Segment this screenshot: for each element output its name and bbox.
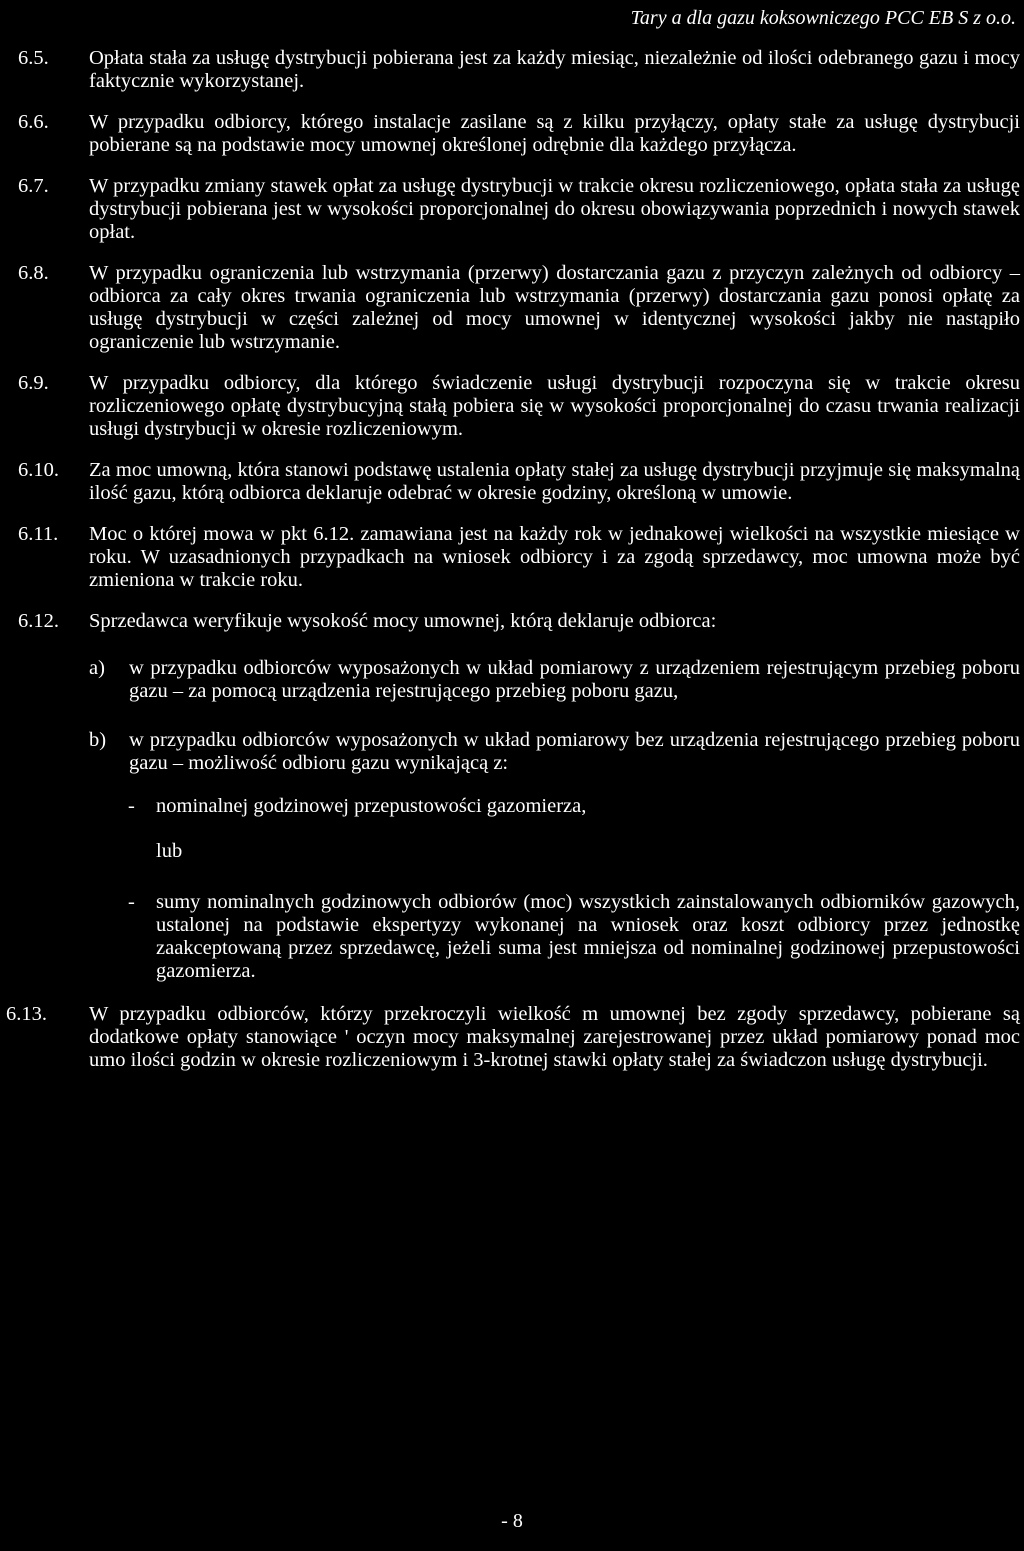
subitem-text: w przypadku odbiorców wyposażonych w układ pomiarowy z urządzeniem rejestrującym przebieg poboru gazu – za pomocą urządzenia rejestrującego przebieg poboru gazu, xyxy=(129,657,1020,702)
dash-item-text: nominalnej godzinowej przepustowości gazomierza, xyxy=(156,795,587,817)
paragraph-6-13 xyxy=(6,1003,1020,1072)
paragraph-number: 6.5. xyxy=(18,47,49,69)
dash-item-sum-of-loads xyxy=(18,891,1020,983)
paragraph-number: 6.9. xyxy=(18,372,49,394)
subitem-b xyxy=(18,729,1020,775)
paragraph-text: W przypadku odbiorcy, dla którego świadczenie usługi dystrybucji rozpoczyna się w trakcie okresu rozliczeniowego opłatę dystrybucyjną stałą pobiera się w wysokości proporcjonalnej do czasu trwania realizacji usługi dystrybucji w okresie rozliczeniowym. xyxy=(89,372,1020,440)
paragraph-text: W przypadku ograniczenia lub wstrzymania (przerwy) dostarczania gazu z przyczyn zależnych od odbiorcy – odbiorca za cały okres trwania ograniczenia lub wstrzymania (przerwy) dostarczania gazu ponosi opłatę za usługę dystrybucji w części zależnej od mocy umownej w identycznej wysokości jakby nie nastąpiło ograniczenie lub wstrzymanie. xyxy=(89,262,1020,353)
paragraph-6-5 xyxy=(18,47,1020,93)
paragraph-number: 6.10. xyxy=(18,459,59,481)
paragraph-number: 6.6. xyxy=(18,111,49,133)
dash-bullet: - xyxy=(128,891,135,913)
paragraph-text: Moc o której mowa w pkt 6.12. zamawiana jest na każdy rok w jednakowej wielkości na wszystkie miesiące w roku. W uzasadnionych przypadkach na wniosek odbiorcy i za zgodą sprzedawcy, moc umowna może być zmieniona w trakcie roku. xyxy=(89,523,1020,591)
paragraph-text: W przypadku zmiany stawek opłat za usługę dystrybucji w trakcie okresu rozliczeniowego, opłata stała za usługę dystrybucji pobierana jest w wysokości proporcjonalnej do okresu obowiązywania poprzednich i nowych stawek opłat. xyxy=(89,175,1020,243)
dash-item-nominal-capacity xyxy=(18,795,1020,818)
paragraph-6-10 xyxy=(18,459,1020,505)
paragraph-number: 6.8. xyxy=(18,262,49,284)
paragraph-number: 6.11. xyxy=(18,523,59,545)
subitem-text: w przypadku odbiorców wyposażonych w układ pomiarowy bez urządzenia rejestrującego przebieg poboru gazu – możliwość odbioru gazu wynikającą z: xyxy=(129,729,1020,774)
paragraph-text: Sprzedawca weryfikuje wysokość mocy umownej, którą deklaruje odbiorca: xyxy=(89,610,717,632)
paragraph-6-6 xyxy=(18,111,1020,157)
document-body xyxy=(6,47,1020,1090)
paragraph-text: W przypadku odbiorców, którzy przekroczyli wielkość m umownej bez zgody sprzedawcy, pobierane są dodatkowe opłaty stanowiące ' oczyn mocy maksymalnej zarejestrowanej przez układ pomiarowy ponad moc umo ilości godzin w okresie rozliczeniowym i 3-krotnej stawki opłaty stałej za świadczon usługę dystrybucji. xyxy=(89,1003,1020,1071)
paragraph-6-7 xyxy=(18,175,1020,244)
paragraph-number: 6.12. xyxy=(18,610,59,632)
or-text: lub xyxy=(156,840,183,862)
subitem-a xyxy=(18,657,1020,703)
page-number: - 8 xyxy=(501,1510,523,1532)
paragraph-text: Za moc umowną, która stanowi podstawę ustalenia opłaty stałej za usługę dystrybucji przyjmuje się maksymalną ilość gazu, którą odbiorca deklaruje odebrać w okresie godziny, określoną w umowie. xyxy=(89,459,1020,504)
paragraph-6-9 xyxy=(18,372,1020,441)
paragraph-6-11 xyxy=(18,523,1020,592)
subitem-letter: a) xyxy=(89,657,105,679)
subitem-letter: b) xyxy=(89,729,107,751)
dash-item-text: sumy nominalnych godzinowych odbiorów (moc) wszystkich zainstalowanych odbiorników gazowych, ustalonej na podstawie ekspertyzy wykonanej na wniosek oraz koszt odbiorcy przez jednostkę zaakceptowaną przez sprzedawcę, jeżeli suma jest mniejsza od nominalnej godzinowej przepustowości gazomierza. xyxy=(156,891,1020,982)
dash-bullet: - xyxy=(128,795,135,817)
paragraph-6-8 xyxy=(18,262,1020,354)
document-header: Tary a dla gazu koksowniczego PCC EB S z o.o. xyxy=(630,7,1016,29)
paragraph-text: W przypadku odbiorcy, którego instalacje zasilane są z kilku przyłączy, opłaty stałe za usługę dystrybucji pobierane są na podstawie mocy umownej określonej odrębnie dla każdego przyłącza. xyxy=(89,111,1020,156)
paragraph-number: 6.7. xyxy=(18,175,49,197)
paragraph-number: 6.13. xyxy=(6,1003,47,1025)
paragraph-text: Opłata stała za usługę dystrybucji pobierana jest za każdy miesiąc, niezależnie od ilości odebranego gazu i mocy faktycznie wykorzystanej. xyxy=(89,47,1020,92)
paragraph-6-12 xyxy=(18,610,1020,633)
